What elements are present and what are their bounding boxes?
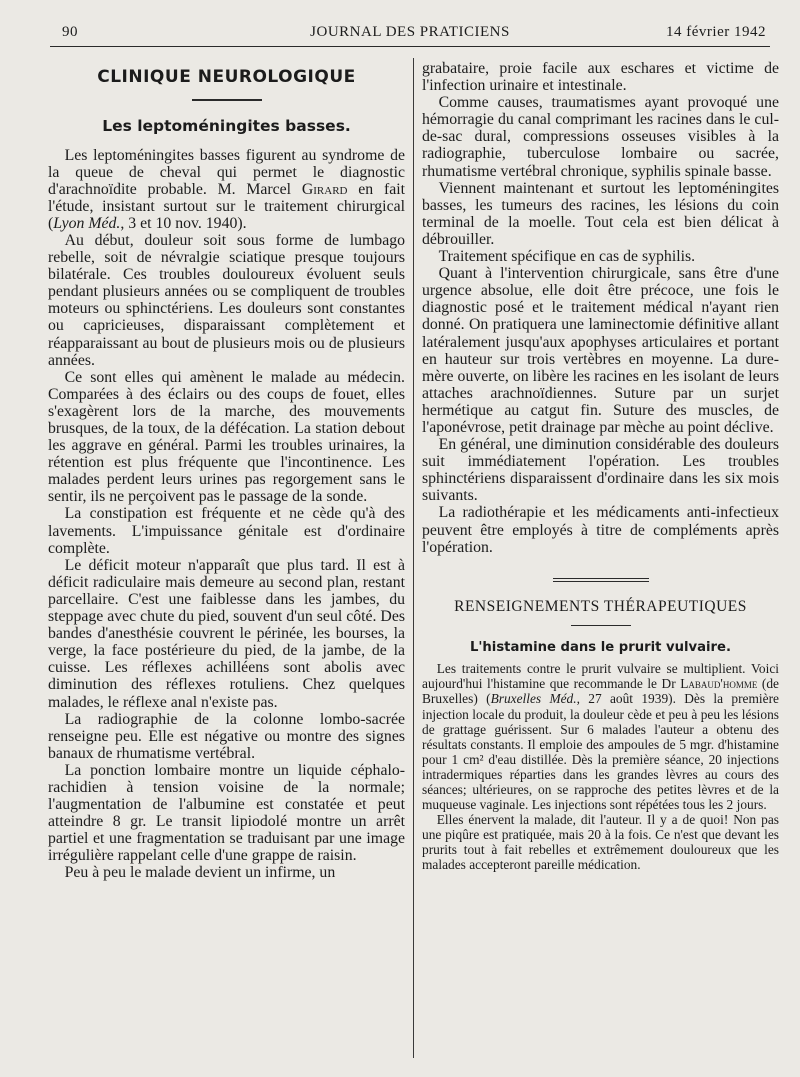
paragraph: grabataire, proie facile aux eschares et victime de l'infection urinaire et intestinale. [422, 60, 779, 95]
paragraph [422, 661, 779, 812]
paragraph: En général, une diminution considérable des douleurs suit immédiatement l'opération. Les troubles sphinctériens disparaissent d'ordinaire dans les six mois suivants. [422, 436, 779, 505]
paragraph: La constipation est fréquente et ne cède qu'à des lavements. L'impuissance génitale est d'ordinaire complète. [48, 505, 405, 557]
paragraph: Le déficit moteur n'apparaît que plus tard. Il est à déficit radiculaire mais demeure au second plan, restant parcellaire. C'est une faiblesse dans les jambes, du steppage avec chute du pied, souvent d'un seul côté. Des bandes d'anesthésie couvrent le périnée, les bourses, la verge, la face postérieure du pied, de la jambe, de la cuisse. Les réflexes achilléens sont abolis avec diminution des réflexes rotuliens. Chez quelques malades, le réflexe anal n'existe pas. [48, 556, 405, 711]
journal-reference: Lyon Méd. [53, 214, 121, 232]
author-name: Girard [301, 180, 348, 198]
paragraph [48, 147, 405, 232]
paragraph: Ce sont elles qui amènent le malade au médecin. Comparées à des éclairs ou des coups de fouet, elles s'exagèrent lors de la marche, des mouvements brusques, de la toux, de la défécation. La station debout les aggrave en général. Parmi les troubles urinaires, la rétention est plus fréquente que l'incontinence. Les malades perdent leurs urines pas regorgement sans le sentir, ils ne perçoivent pas le passage de la sonde. [48, 368, 405, 506]
text-run: Les leptoméningites basses figurent au syndrome de la queue de cheval qui permet le diagnostic d'arachnoïdite probable. M. Marcel [48, 146, 405, 198]
left-column [48, 60, 405, 882]
text-run: (de Bruxelles) ( [422, 676, 779, 707]
running-head [50, 20, 770, 47]
paragraph: Comme causes, traumatismes ayant provoqué une hémorragie du canal comprimant les racines dans le cul-de-sac dural, compressions osseuses visibles à la radiographie, tuberculose lombaire ou sacrée, rhumatisme vertébral chronique, syphilis spinale basse. [422, 94, 779, 180]
text-run: en fait l'étude, insistant surtout sur le traitement chirurgical ( [48, 180, 405, 232]
text-run: , 27 août 1939). Dès la première injection locale du produit, la douleur cède et peu à peu les lésions de grattage guérissent. Sur 6 malades l'auteur a obtenu des résultats constants. Il emploie des ampoules de 5 mgr. d'histamine pour 1 cm² d'eau distillée. Dès la première séance, 20 injections intradermiques réparties dans les grandes lèvres au cours des séances; ultérieures, on se rapproche des petites lèvres et de la muqueuse vaginale. Les injections sont répétées tous les 2 jours. [422, 691, 779, 813]
paragraph: Quant à l'intervention chirurgicale, sans être d'une urgence absolue, elle doit être précoce, une fois le diagnostic posé et le traitement médical n'ayant rien donné. On pratiquera une laminectomie définitive allant latéralement jusqu'aux apophyses articulaires et portant en hauteur sur trois vertèbres en moyenne. La dure-mère ouverte, on libère les racines en les isolant de leurs attaches arachnoïdiennes. Suture par un surjet hermétique au catgut fin. Suture des muscles, de l'aponévrose, petit drainage par mèche au point déclive. [422, 265, 779, 436]
section-rule [571, 625, 631, 627]
section-title-renseignements: RENSEIGNEMENTS THÉRAPEUTIQUES [454, 597, 747, 615]
author-name: Labaud'homme [680, 676, 758, 692]
paragraph: La radiographie de la colonne lombo-sacrée renseigne peu. Elle est négative ou montre des signes banaux de rhumatisme vertébral. [48, 710, 405, 762]
article-body-leptomeningites [48, 147, 405, 882]
article-body-histamine [422, 661, 779, 872]
paragraph: Viennent maintenant et surtout les leptoméningites basses, les tumeurs des racines, les lésions du coin terminal de la moelle. Tout cela est bien délicat à débrouiller. [422, 179, 779, 248]
paragraph: Au début, douleur soit sous forme de lumbago rebelle, soit de névralgie sciatique presque toujours bilatérale. Ces troubles douloureux évoluent seuls pendant plusieurs années ou se compliquent de troubles moteurs ou sphinctériens. Les douleurs sont constantes ou capricieuses, disparaissant complètement et réapparaissant au bout de plusieurs mois ou de plusieurs années. [48, 231, 405, 369]
page-number: 90 [62, 24, 78, 40]
article-body-continued [422, 60, 779, 556]
right-column [422, 60, 779, 873]
text-run: Les traitements contre le prurit vulvaire se multiplient. Voici aujourd'hui l'histamine que recommande le Dr [422, 661, 779, 692]
paragraph: Peu à peu le malade devient un infirme, un [64, 864, 336, 882]
issue-date: 14 février 1942 [666, 24, 766, 40]
paragraph: La radiothérapie et les médicaments anti-infectieux peuvent être employés à titre de compléments après l'opération. [422, 504, 779, 556]
paragraph: Elles énervent la malade, dit l'auteur. Il y a de quoi! Non pas une piqûre est pratiquée, mais 20 à la fois. Ce n'est que devant les prurits tout à fait rebelles et extrêmement douloureux que les malades accepteront pareille médication. [422, 812, 779, 873]
journal-title: JOURNAL DES PRATICIENS [310, 24, 510, 40]
article-title-histamine: L'histamine dans le prurit vulvaire. [469, 640, 732, 656]
text-run: , 3 et 10 nov. 1940). [120, 214, 247, 232]
article-title-leptomeningites: Les leptoméningites basses. [102, 116, 351, 135]
section-title-clinique: CLINIQUE NEUROLOGIQUE [97, 67, 356, 87]
journal-reference: Bruxelles Méd. [490, 691, 577, 707]
paragraph: Traitement spécifique en cas de syphilis. [438, 248, 696, 266]
paragraph: La ponction lombaire montre un liquide céphalo-rachidien à tension voisine de la normale; l'augmentation de l'albumine est constatée et peut atteindre 8 gr. Le transit lipiodolé montre un arrêt partiel et une fragmentation se traduisant par une image irrégulière rappelant celle d'une grappe de raisin. [48, 761, 405, 865]
section-separator [553, 578, 649, 582]
column-divider [413, 58, 414, 1058]
section-rule [192, 99, 262, 101]
